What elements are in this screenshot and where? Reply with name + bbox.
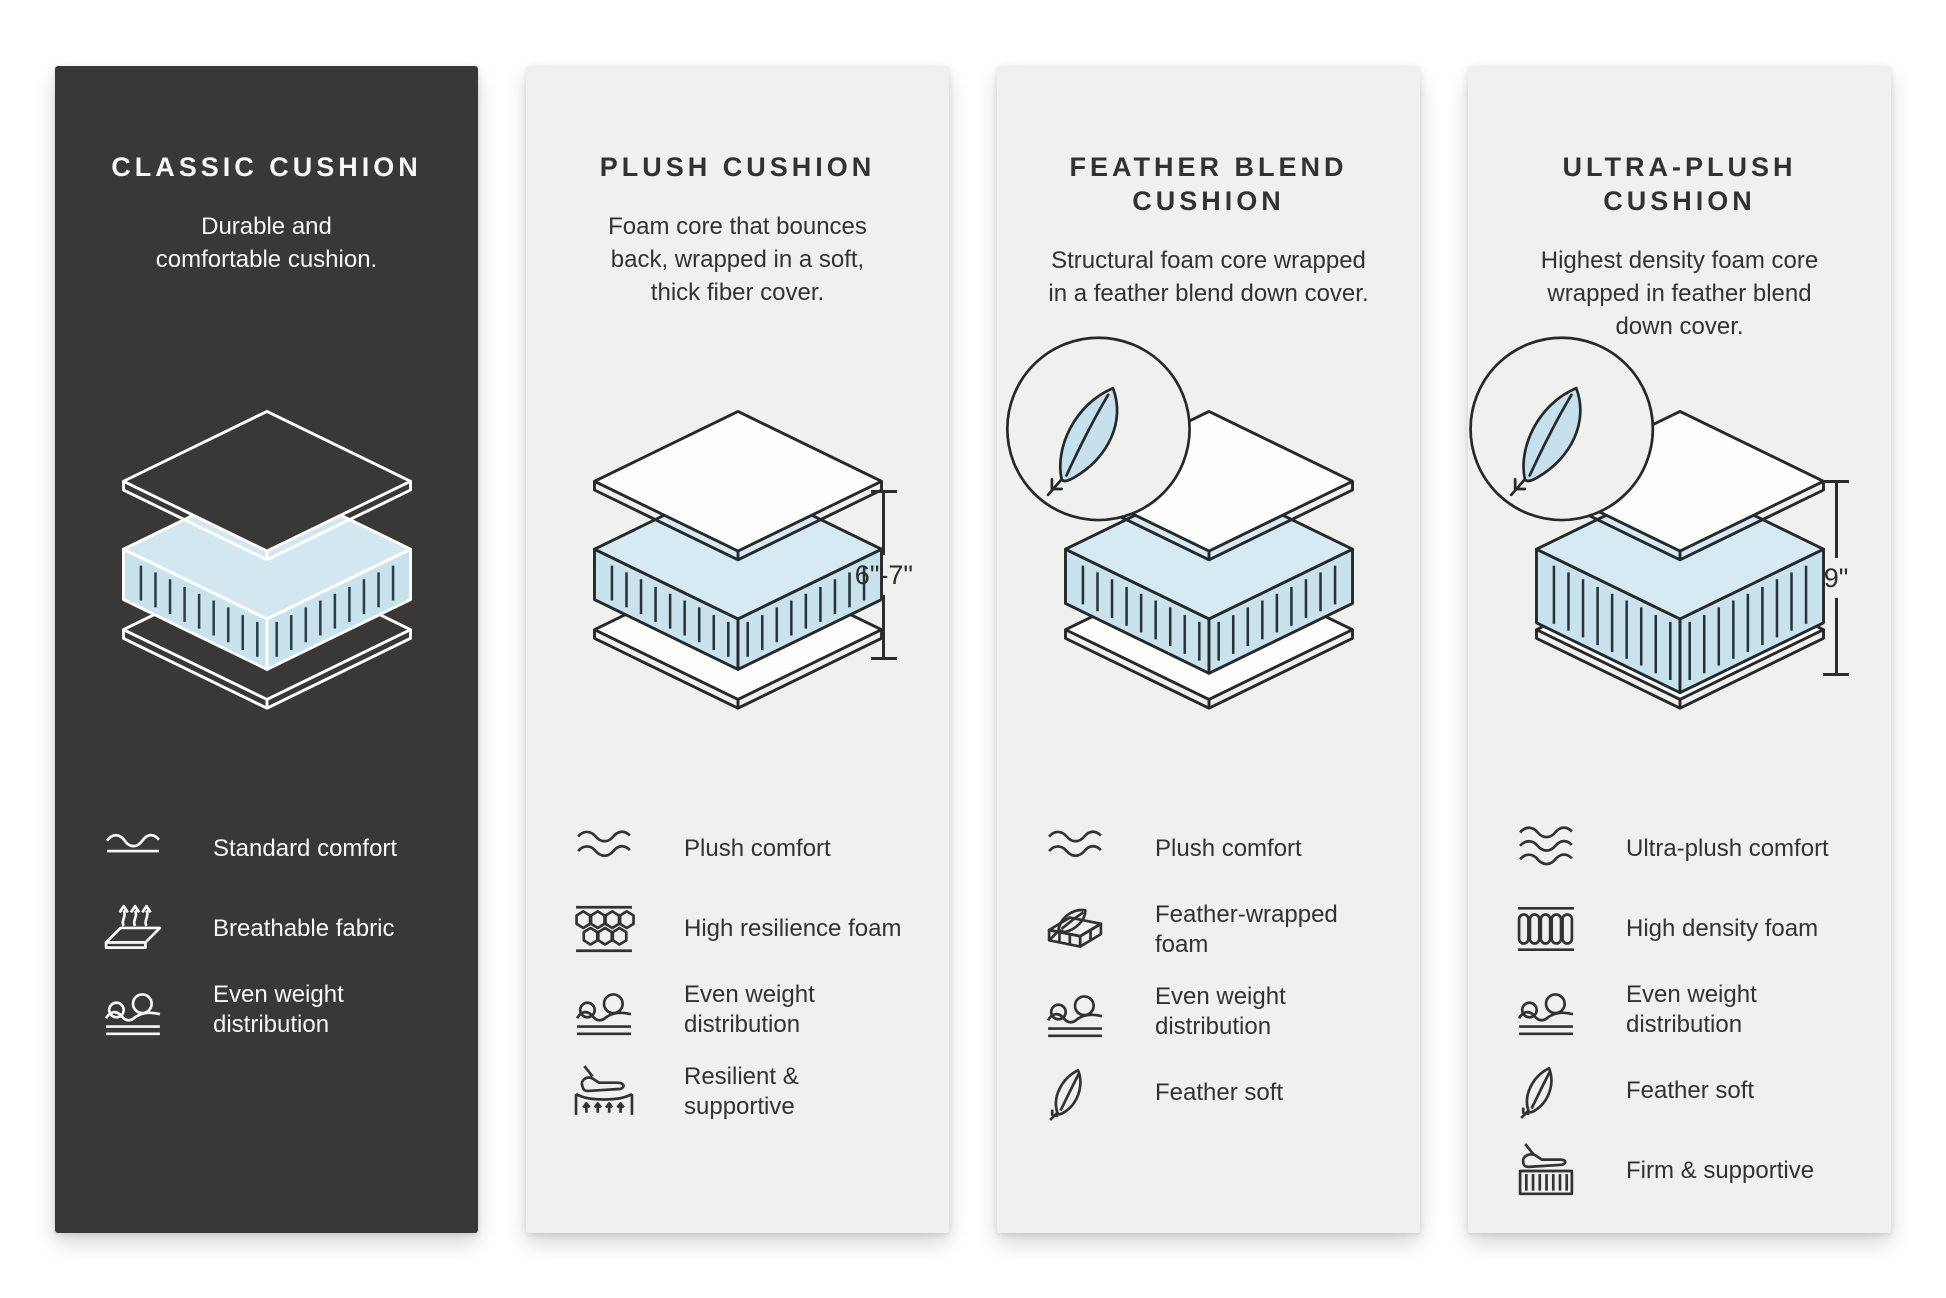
feature-label: Feather soft <box>1155 1078 1284 1106</box>
feature-label: Standard comfort <box>213 834 398 862</box>
dimension-cap-bottom <box>1823 673 1849 676</box>
cushion-layers-illustration <box>570 394 913 786</box>
feature-item <box>570 820 905 878</box>
feature-list <box>570 820 905 1122</box>
feather-wrapped-foam-icon <box>1041 901 1119 959</box>
exploded-cushion-icon <box>1044 394 1374 714</box>
feature-list <box>99 820 434 1040</box>
feather-icon <box>1512 1062 1590 1120</box>
feature-label: Breathable fabric <box>213 914 395 942</box>
feature-label: Ultra-plush comfort <box>1626 834 1829 862</box>
feature-label: Feather soft <box>1626 1076 1755 1104</box>
even-weight-icon <box>99 981 177 1039</box>
wave-double-icon <box>1041 820 1119 878</box>
panel-header <box>99 150 434 380</box>
exploded-cushion-icon <box>573 394 903 714</box>
panel-title: PLUSH CUSHION <box>599 151 876 182</box>
feature-item <box>99 900 434 958</box>
feature-item <box>1512 820 1847 878</box>
feature-label: Firm & supportive <box>1626 1156 1815 1184</box>
dimension-line <box>1835 598 1838 673</box>
feather-icon <box>1041 1064 1119 1122</box>
exploded-cushion-icon <box>1515 394 1845 714</box>
cushion-layers-illustration <box>1041 394 1376 786</box>
feature-item <box>1041 1064 1376 1122</box>
feature-label: Plush comfort <box>684 834 831 862</box>
dimension-label: 9" <box>1823 562 1849 593</box>
exploded-cushion-icon <box>102 394 432 714</box>
wave-double-icon <box>570 820 648 878</box>
wave-single-icon <box>99 820 177 878</box>
panel-ultra-plush-cushion <box>1468 66 1891 1233</box>
feature-label: High resilience foam <box>684 914 902 942</box>
panel-description: Foam core that bounces back, wrapped in a soft, thick fiber cover. <box>608 212 867 306</box>
feature-label: Plush comfort <box>1155 834 1302 862</box>
feature-label: Even weight distribution <box>213 980 344 1038</box>
feature-label: Resilient & supportive <box>684 1062 799 1120</box>
cushion-layers-illustration <box>99 394 434 786</box>
panel-plush-cushion <box>526 66 949 1233</box>
feather-badge <box>1470 337 1652 519</box>
feature-item <box>570 980 905 1040</box>
height-dimension-marker <box>855 490 913 660</box>
feature-label: Even weight distribution <box>1626 980 1757 1038</box>
panel-header <box>570 150 905 380</box>
panel-row <box>55 66 1891 1233</box>
panel-feather-blend-cushion <box>997 66 1420 1233</box>
honeycomb-icon <box>570 900 648 958</box>
panel-title: FEATHER BLEND CUSHION <box>1069 151 1348 216</box>
feature-label: Even weight distribution <box>1155 982 1286 1040</box>
feature-item <box>570 900 905 958</box>
feature-item <box>1041 900 1376 960</box>
breathable-icon <box>99 900 177 958</box>
panel-classic-cushion <box>55 66 478 1233</box>
feature-item <box>1512 1062 1847 1120</box>
panel-description: Highest density foam core wrapped in feather blend down cover. <box>1540 246 1819 340</box>
feather-badge <box>1007 337 1189 519</box>
even-weight-icon <box>1512 981 1590 1039</box>
cushion-layers-illustration <box>1512 394 1847 786</box>
feature-list <box>1512 820 1847 1200</box>
feature-list <box>1041 820 1376 1122</box>
dimension-label: 6"-7" <box>854 559 913 590</box>
feature-item <box>1512 900 1847 958</box>
firm-supportive-icon <box>1512 1142 1590 1200</box>
feature-label: Feather-wrapped foam <box>1155 900 1338 958</box>
feature-item <box>1512 1142 1847 1200</box>
feature-item <box>99 980 434 1040</box>
dimension-line <box>1835 483 1838 558</box>
dimension-line <box>882 595 885 657</box>
feature-label: High density foam <box>1626 914 1819 942</box>
feature-item <box>1041 982 1376 1042</box>
feature-item <box>1041 820 1376 878</box>
even-weight-icon <box>1041 983 1119 1041</box>
wave-triple-icon <box>1512 820 1590 878</box>
feature-item <box>99 820 434 878</box>
panel-title: ULTRA-PLUSH CUSHION <box>1562 151 1797 216</box>
panel-description: Durable and comfortable cushion. <box>155 212 378 273</box>
feature-item <box>1512 980 1847 1040</box>
even-weight-icon <box>570 981 648 1039</box>
dimension-cap-bottom <box>871 657 897 660</box>
dimension-line <box>882 493 885 555</box>
feature-label: Even weight distribution <box>684 980 815 1038</box>
height-dimension-marker <box>1823 480 1849 676</box>
high-density-foam-icon <box>1512 900 1590 958</box>
panel-description: Structural foam core wrapped in a feather blend down cover. <box>1048 246 1369 307</box>
panel-title: CLASSIC CUSHION <box>111 151 422 182</box>
feature-item <box>570 1062 905 1122</box>
resilient-icon <box>570 1063 648 1121</box>
